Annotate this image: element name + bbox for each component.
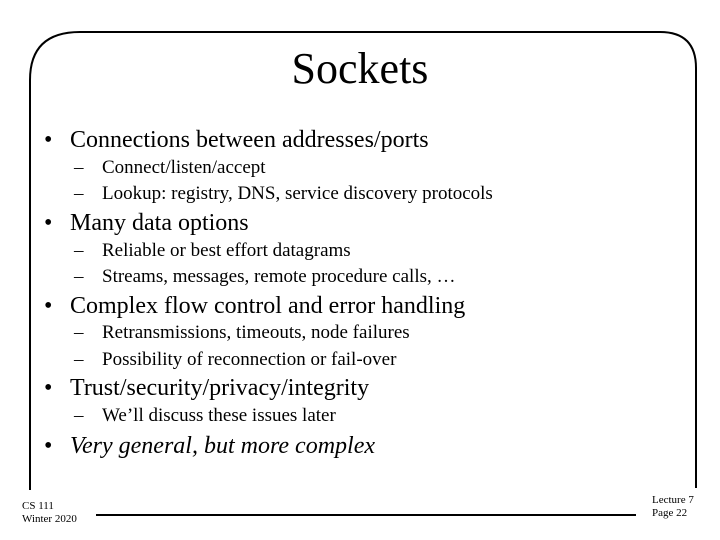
sub-bullet-text: Possibility of reconnection or fail-over [102, 349, 397, 370]
footer-lecture-info [652, 494, 694, 520]
dash-marker: – [74, 349, 84, 370]
bullet-marker: • [44, 127, 53, 153]
sub-bullet [74, 266, 456, 288]
dash-marker: – [74, 183, 84, 204]
sub-bullet-text: Retransmissions, timeouts, node failures [102, 322, 410, 343]
bullet-trust-security [44, 374, 369, 402]
sub-bullet [74, 405, 336, 427]
footer-term: Winter 2020 [22, 513, 77, 525]
dash-marker: – [74, 405, 84, 426]
sub-bullet-text: We’ll discuss these issues later [102, 405, 336, 426]
slide-title: Sockets [291, 44, 429, 93]
bullet-very-general [44, 432, 375, 460]
sub-bullet-text: Lookup: registry, DNS, service discovery protocols [102, 183, 493, 204]
footer-course-info [22, 500, 77, 526]
bullet-marker: • [44, 210, 53, 236]
bullet-marker: • [44, 433, 53, 459]
sub-bullet-text: Reliable or best effort datagrams [102, 240, 351, 261]
bullet-data-options [44, 209, 249, 237]
bullet-text: Many data options [70, 210, 249, 236]
dash-marker: – [74, 240, 84, 261]
bullet-marker: • [44, 293, 53, 319]
sub-bullet [74, 157, 266, 179]
sub-bullet-text: Streams, messages, remote procedure calls, … [102, 266, 456, 287]
dash-marker: – [74, 266, 84, 287]
sub-bullet [74, 183, 493, 205]
sub-bullet [74, 322, 410, 344]
bullet-connections [44, 126, 429, 154]
footer-page: Page 22 [652, 507, 688, 519]
footer-course: CS 111 [22, 500, 54, 512]
footer-lecture: Lecture 7 [652, 494, 694, 506]
bullet-flow-control [44, 292, 465, 320]
bullet-text: Very general, but more complex [70, 433, 376, 459]
bullet-text: Complex flow control and error handling [70, 293, 466, 319]
bullet-text: Connections between addresses/ports [70, 127, 429, 153]
dash-marker: – [74, 322, 84, 343]
bullet-text: Trust/security/privacy/integrity [70, 375, 370, 401]
sub-bullet-text: Connect/listen/accept [102, 157, 266, 178]
bullet-marker: • [44, 375, 53, 401]
dash-marker: – [74, 157, 84, 178]
sub-bullet [74, 240, 351, 262]
sub-bullet [74, 349, 396, 371]
